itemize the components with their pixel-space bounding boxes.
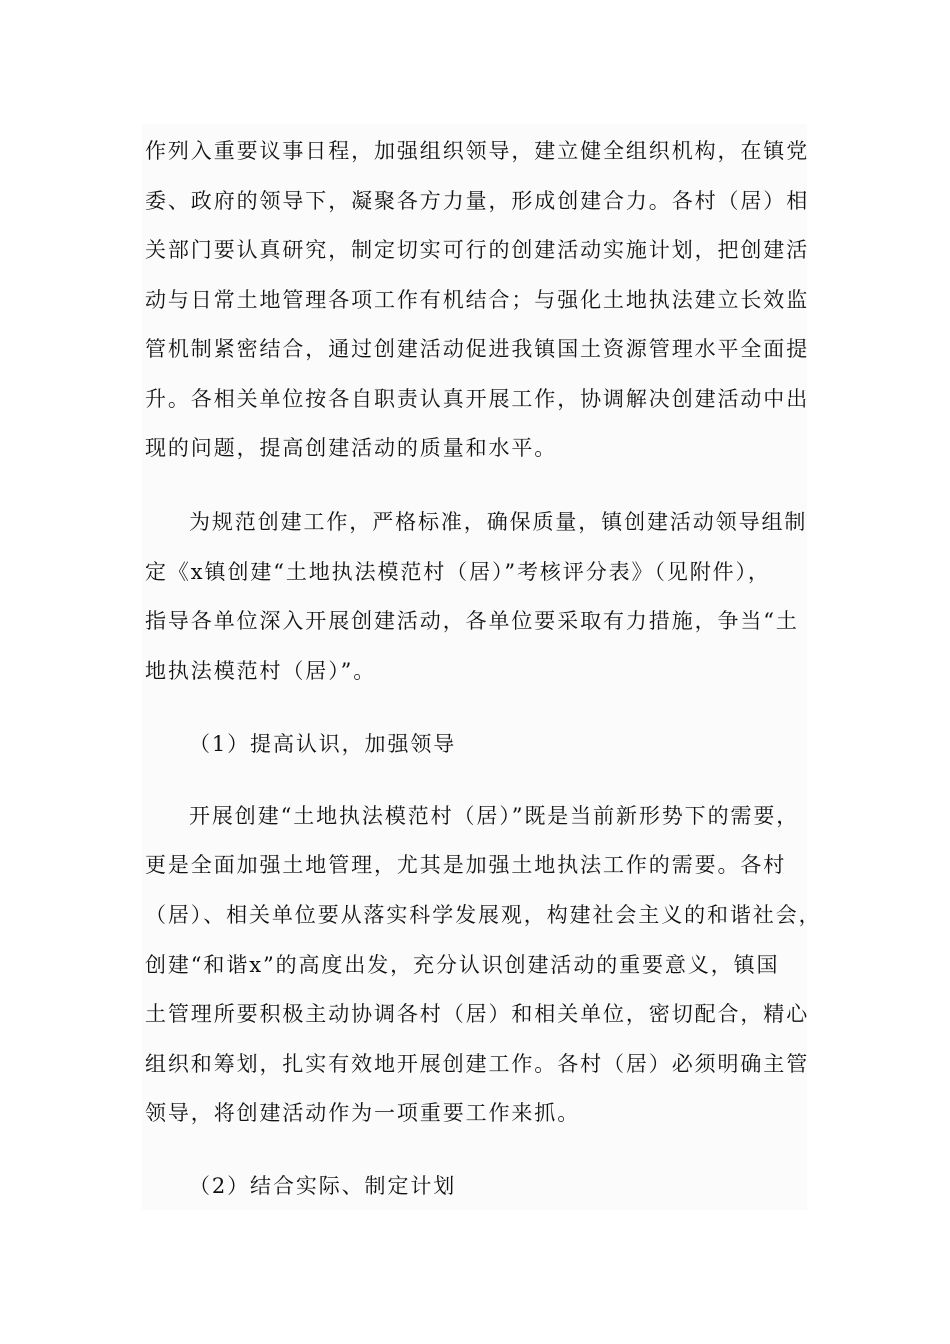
- paragraph-line: 创建“和谐x”的高度出发，充分认识创建活动的重要意义，镇国: [145, 953, 780, 977]
- paragraph-line: 管机制紧密结合，通过创建活动促进我镇国土资源管理水平全面提: [145, 337, 810, 361]
- paragraph-line: 土管理所要积极主动协调各村（居）和相关单位，密切配合，精心: [145, 1002, 810, 1026]
- section-heading: （2）结合实际、制定计划: [189, 1174, 457, 1198]
- paragraph-line: 定《x镇创建“土地执法模范村（居）”考核评分表》（见附件），: [145, 560, 771, 584]
- paragraph-line: 作列入重要议事日程，加强组织领导，建立健全组织机构，在镇党: [145, 139, 810, 163]
- paragraph-line: 动与日常土地管理各项工作有机结合；与强化土地执法建立长效监: [145, 288, 810, 312]
- paragraph-line: 委、政府的领导下，凝聚各方力量，形成创建合力。各村（居）相: [145, 189, 810, 213]
- paragraph-line: 开展创建“土地执法模范村（居）”既是当前新形势下的需要，: [189, 804, 800, 828]
- paragraph-line: 关部门要认真研究，制定切实可行的创建活动实施计划，把创建活: [145, 238, 810, 262]
- paragraph-line: （居）、相关单位要从落实科学发展观，构建社会主义的和谐社会，: [145, 903, 822, 927]
- paragraph-line: 现的问题，提高创建活动的质量和水平。: [145, 436, 558, 460]
- document-page: [142, 124, 822, 1210]
- paragraph-line: 为规范创建工作，严格标准，确保质量，镇创建活动领导组制: [189, 510, 808, 534]
- paragraph-line: 组织和筹划，扎实有效地开展创建工作。各村（居）必须明确主管: [145, 1052, 810, 1076]
- section-heading: （1）提高认识，加强领导: [189, 732, 457, 756]
- paragraph-line: 领导，将创建活动作为一项重要工作来抓。: [145, 1101, 581, 1125]
- paragraph-line: 指导各单位深入开展创建活动，各单位要采取有力措施，争当“土: [145, 609, 799, 633]
- paragraph-line: 更是全面加强土地管理，尤其是加强土地执法工作的需要。各村: [145, 853, 787, 877]
- paragraph-line: 升。各相关单位按各自职责认真开展工作，协调解决创建活动中出: [145, 387, 810, 411]
- paragraph-line: 地执法模范村（居）”。: [145, 659, 377, 683]
